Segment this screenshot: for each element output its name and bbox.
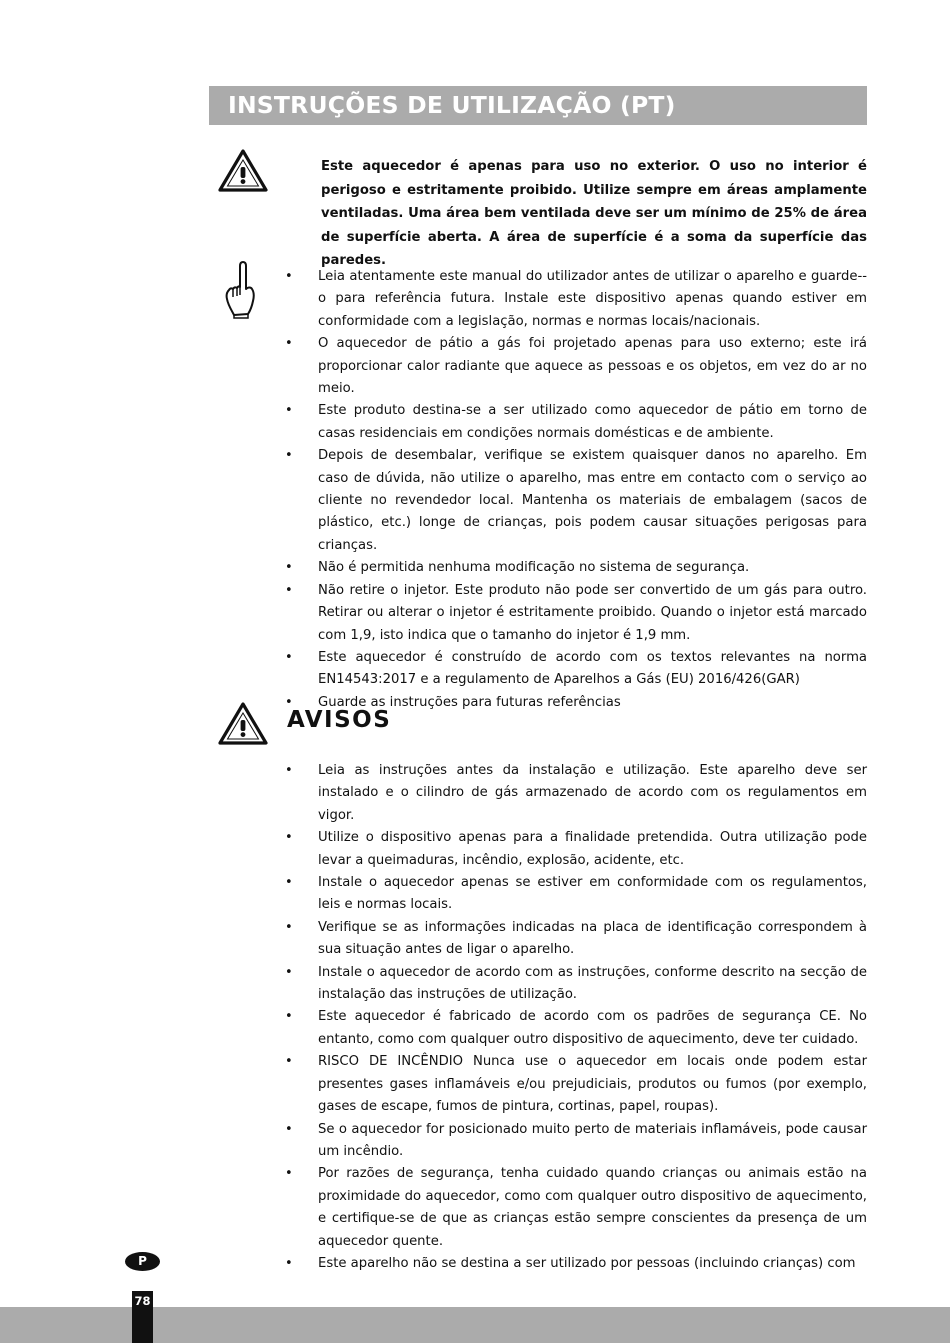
list-item	[285, 962, 867, 1007]
list-item	[285, 827, 867, 872]
list-item	[285, 1051, 867, 1118]
bullet: •	[285, 560, 293, 576]
list-item	[285, 400, 867, 445]
list-item-text: Leia as instruções antes da instalação e utilização. Este aparelho deve ser instalado e o cilindro de gás armazenado de acordo com os regulamentos em vigor.	[318, 763, 867, 823]
list-item	[285, 333, 867, 400]
list-item	[285, 760, 867, 827]
bullet: •	[285, 448, 293, 464]
list-item	[285, 266, 867, 333]
bullet: •	[285, 1166, 293, 1182]
list-item-text: Não retire o injetor. Este produto não pode ser convertido de um gás para outro. Retirar ou alterar o injetor é estritamente proibido. Quando o injetor está marcado com 1,9, isto indica que o tamanho do injetor é 1,9 mm.	[318, 582, 867, 643]
list-item-text: Instale o aquecedor apenas se estiver em conformidade com os regulamentos, leis e normas locais.	[318, 875, 867, 913]
bullet: •	[285, 269, 293, 284]
bullet: •	[285, 830, 293, 846]
bullet: •	[285, 649, 293, 665]
bullet: •	[285, 403, 293, 419]
bullet: •	[285, 875, 293, 891]
instructions-list	[0, 266, 950, 714]
bullet: •	[285, 1009, 293, 1025]
section-title-bar	[209, 86, 867, 125]
bullet: •	[285, 1121, 293, 1137]
list-item-text: Verifique se as informações indicadas na placa de identificação correspondem à sua situação antes de ligar o aparelho.	[318, 919, 867, 958]
bullet: •	[285, 919, 293, 935]
list-item	[285, 1253, 867, 1275]
list-item-text: Não é permitida nenhuma modificação no sistema de segurança.	[318, 560, 750, 576]
list-item	[285, 1163, 867, 1253]
list-item-text: Este aquecedor é construído de acordo com os textos relevantes na norma EN14543:2017 e a regulamento de Aparelhos a Gás (EU) 2016/426(GAR)	[318, 649, 867, 688]
avisos-heading: AVISOS	[287, 707, 392, 733]
bullet: •	[285, 336, 293, 352]
list-item	[285, 557, 867, 579]
list-item-text: RISCO DE INCÊNDIO Nunca use o aquecedor em locais onde podem estar presentes gases inflamáveis e/ou prejudiciais, produtos ou fumos (por exemplo, gases de escape, fumos de pintura, cortinas, papel, roupas).	[318, 1054, 867, 1115]
warning-triangle-icon	[218, 149, 268, 192]
page-title: INSTRUÇÕES DE UTILIZAÇÃO (PT)	[228, 91, 676, 119]
page-number: 78	[134, 1294, 151, 1308]
list-item	[285, 692, 867, 714]
bullet: •	[285, 763, 293, 778]
list-item-text: Se o aquecedor for posicionado muito perto de materiais inflamáveis, pode causar um incêndio.	[318, 1121, 867, 1159]
avisos-list	[0, 760, 950, 1275]
list-item	[285, 872, 867, 917]
list-item	[285, 445, 867, 557]
intro-warning-text: Este aquecedor é apenas para uso no exterior. O uso no interior é perigoso e estritamente proibido. Utilize sempre em áreas amplamente ventiladas. Uma área bem ventilada deve ser um mínimo de 25% de área de superfície aberta. A área de superfície é a soma da superfície das paredes.	[321, 159, 867, 269]
list-item-text: Guarde as instruções para futuras referências	[318, 694, 621, 710]
bullet: •	[285, 964, 293, 980]
list-item	[285, 647, 867, 692]
list-item	[285, 1006, 867, 1051]
list-item-text: Depois de desembalar, verifique se existem quaisquer danos no aparelho. Em caso de dúvida, não utilize o aparelho, mas entre em contacto com o serviço ao cliente no revendedor local. Mantenha os materiais de embalagem (sacos de plástico, etc.) longe de crianças, pois podem causar situações perigosas para crianças.	[318, 448, 867, 553]
list-item	[285, 1119, 867, 1164]
list-item-text: Utilize o dispositivo apenas para a finalidade pretendida. Outra utilização pode levar a queimaduras, incêndio, explosão, acidente, etc.	[318, 830, 867, 868]
list-item-text: Este aparelho não se destina a ser utilizado por pessoas (incluindo crianças) com	[318, 1255, 856, 1271]
warning-triangle-icon	[218, 702, 268, 745]
list-item	[285, 917, 867, 962]
list-item-text: Este aquecedor é fabricado de acordo com os padrões de segurança CE. No entanto, como com qualquer outro dispositivo de aquecimento, deve ter cuidado.	[318, 1009, 867, 1047]
list-item-text: Este produto destina-se a ser utilizado como aquecedor de pátio em torno de casas residenciais em condições normais domésticas e de ambiente.	[318, 403, 867, 441]
language-badge: P	[125, 1252, 160, 1271]
list-item-text: Por razões de segurança, tenha cuidado quando crianças ou animais estão na proximidade do aquecedor, como com qualquer outro dispositivo de aquecimento, e certifique-se de que as crianças estão sempre conscientes da presença de um aquecedor quente.	[318, 1166, 867, 1249]
bullet: •	[285, 582, 293, 598]
list-item-text: O aquecedor de pátio a gás foi projetado apenas para uso externo; este irá proporcionar calor radiante que aquece as pessoas e os objetos, em vez do ar no meio.	[318, 336, 867, 397]
list-item-text: Instale o aquecedor de acordo com as instruções, conforme descrito na secção de instalação das instruções de utilização.	[318, 964, 867, 1003]
bullet: •	[285, 1054, 293, 1070]
bullet: •	[285, 1255, 293, 1271]
list-item-text: Leia atentamente este manual do utilizador antes de utilizar o aparelho e guarde--o para referência futura. Instale este dispositivo apenas quando estiver em conformidade com a legislação, normas e normas locais/nacionais.	[318, 269, 867, 329]
list-item	[285, 580, 867, 647]
bullet: •	[285, 694, 293, 710]
